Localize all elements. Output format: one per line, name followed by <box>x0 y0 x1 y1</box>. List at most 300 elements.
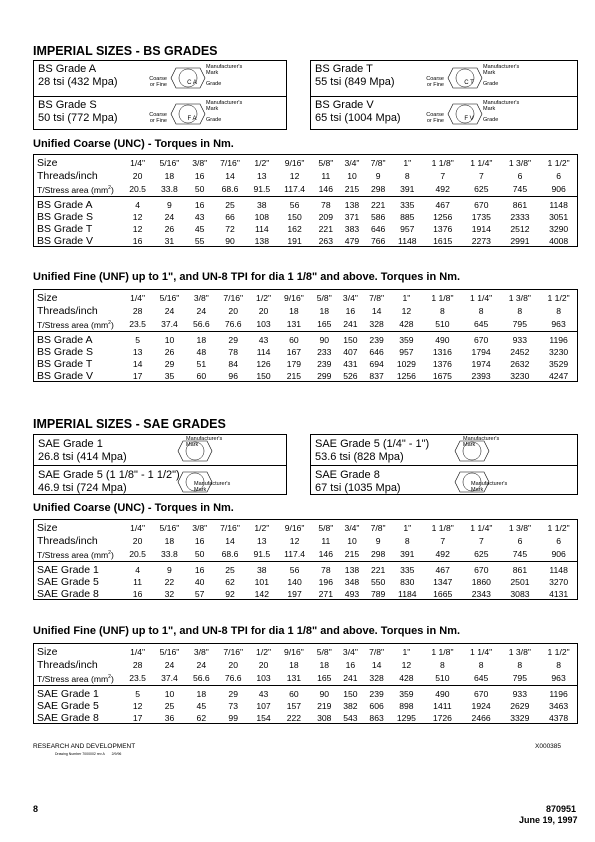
grade-title: SAE Grade 1 <box>38 438 103 450</box>
table-cell: 8 <box>478 659 484 670</box>
grade-row <box>33 223 578 235</box>
grade-row <box>33 588 578 600</box>
table-cell: 328 <box>364 671 390 685</box>
table-cell: 43 <box>258 688 269 699</box>
table-cell: 933 <box>512 334 527 345</box>
table-cell: 3051 <box>549 211 569 222</box>
table-cell: 359 <box>399 334 414 345</box>
row-label: BS Grade A <box>37 198 93 211</box>
table-cell: 606 <box>369 700 384 711</box>
table-cell: 101 <box>254 576 269 587</box>
table-cell: 1675 <box>432 370 452 381</box>
table-cell: 197 <box>287 588 302 599</box>
table-cell: 795 <box>500 671 539 685</box>
table-cell: 933 <box>512 688 527 699</box>
table-cell: 117.4 <box>276 182 312 196</box>
table-cell: 308 <box>317 712 332 723</box>
table-cell: 239 <box>317 358 332 369</box>
table-cell: 4 <box>135 564 140 575</box>
table-cell: 7/8" <box>370 522 386 533</box>
table-cell: 625 <box>462 547 501 561</box>
row-label: T/Stress area $(mm^2)$ <box>33 547 123 561</box>
table-cell: 16 <box>194 535 205 546</box>
table-cell: 407 <box>343 346 358 357</box>
row-label: T/Stress area $(mm^2)$ <box>33 317 123 331</box>
table-cell: 1/4" <box>130 522 146 533</box>
table-cell: 8 <box>478 305 484 316</box>
size-row <box>33 519 578 534</box>
table-cell: 18 <box>164 535 175 546</box>
table-cell: 215 <box>286 370 302 381</box>
table-cell: 5/8" <box>318 522 334 533</box>
table-cell: 391 <box>391 182 423 196</box>
row-label: BS Grade T <box>37 222 93 235</box>
table-cell: 646 <box>369 346 384 357</box>
torque-table <box>33 154 578 247</box>
table-cell: 20.5 <box>123 182 152 196</box>
table-cell: 221 <box>370 564 386 575</box>
grade-row <box>33 358 578 370</box>
table-cell: 11 <box>321 170 331 181</box>
table-cell: 1 1/4" <box>470 292 493 303</box>
grade-title: SAE Grade 5 (1 1/8" - 1 1/2") <box>38 469 180 481</box>
table-cell: 745 <box>501 547 540 561</box>
table-cell: 492 <box>423 547 462 561</box>
table-cell: 1 3/8" <box>508 646 531 657</box>
table-cell: 31 <box>164 235 175 246</box>
table-cell: 5/16" <box>159 292 180 303</box>
table-cell: 17 <box>132 712 143 723</box>
table-cell: 107 <box>256 700 271 711</box>
manufacturer-mark-label: Manufacturer's Mark <box>463 436 500 448</box>
table-cell: 239 <box>369 688 384 699</box>
manufacturer-mark-label: Manufacturer's Mark <box>483 100 520 112</box>
table-cell: 645 <box>462 671 501 685</box>
table-cell: 12 <box>401 659 412 670</box>
table-cell: 114 <box>254 223 269 234</box>
table-cell: 1256 <box>396 370 416 381</box>
table-cell: 103 <box>250 317 276 331</box>
table-cell: 1 1/4" <box>470 522 493 533</box>
table-cell: 90 <box>319 688 330 699</box>
table-cell: 12 <box>132 700 143 711</box>
table-cell: 3/4" <box>342 292 358 303</box>
table-cell: 60 <box>289 688 299 699</box>
table-cell: 5/16" <box>159 157 180 168</box>
table-cell: 60 <box>289 334 299 345</box>
table-cell: 9 <box>375 170 381 181</box>
table-cell: 550 <box>370 576 386 587</box>
table-cell: 45 <box>196 700 207 711</box>
table-cell: 382 <box>343 700 358 711</box>
table-cell: 90 <box>319 334 330 345</box>
table-cell: 26 <box>164 223 175 234</box>
table-cell: 37.4 <box>152 671 187 685</box>
row-label: SAE Grade 8 <box>37 587 99 600</box>
table-cell: 50 <box>187 547 213 561</box>
table-cell: 76.6 <box>216 671 251 685</box>
table-cell: 694 <box>369 358 384 369</box>
table-cell: 241 <box>337 317 363 331</box>
table-cell: 66 <box>225 211 235 222</box>
table-cell: 1148 <box>398 235 417 246</box>
grade-label: Grade <box>483 117 499 123</box>
table-cell: 9 <box>167 564 172 575</box>
table-cell: 12 <box>401 305 412 316</box>
table-cell: 18 <box>289 305 299 316</box>
table-cell: 13 <box>257 535 267 546</box>
table-cell: 861 <box>512 199 528 210</box>
grade-row <box>33 211 578 223</box>
table-cell: 8 <box>440 305 445 316</box>
table-cell: 29 <box>228 688 238 699</box>
table-cell: 16 <box>345 659 356 670</box>
table-cell: 57 <box>194 588 205 599</box>
table-cell: 1/2" <box>254 522 270 533</box>
table-cell: 963 <box>539 671 578 685</box>
table-cell: 11 <box>133 576 143 587</box>
table-cell: 72 <box>225 223 235 234</box>
row-label: SAE Grade 8 <box>37 711 99 724</box>
table-cell: 150 <box>343 334 358 345</box>
table-cell: 670 <box>473 334 489 345</box>
grade-name <box>38 438 127 464</box>
table-cell: 7/8" <box>369 292 385 303</box>
table-cell: 1148 <box>549 199 568 210</box>
table-cell: 8 <box>556 305 561 316</box>
table-cell: 221 <box>370 199 386 210</box>
table-cell: 222 <box>286 712 302 723</box>
table-cell: 16 <box>194 199 205 210</box>
table-cell: 196 <box>318 576 333 587</box>
table-cell: 383 <box>344 223 360 234</box>
grade-spec: 50 tsi (772 Mpa) <box>38 112 118 124</box>
bs-grade-box-right <box>310 60 578 130</box>
table-cell: 1" <box>403 157 412 168</box>
table-cell: 10 <box>164 334 175 345</box>
table-cell: 467 <box>435 564 450 575</box>
table-cell: 20 <box>258 659 269 670</box>
bolt-head-icon <box>170 67 206 89</box>
bs-grade-cell <box>311 61 577 96</box>
table-cell: 24 <box>164 305 175 316</box>
table-cell: 28 <box>132 305 143 316</box>
row-label: SAE Grade 1 <box>37 687 99 700</box>
table-cell: 78 <box>228 346 238 357</box>
table-cell: 62 <box>196 712 207 723</box>
grade-row <box>33 700 578 712</box>
table-cell: 492 <box>423 182 462 196</box>
table-cell: 13 <box>132 346 143 357</box>
table-cell: 1974 <box>471 358 491 369</box>
grade-code-label: C T <box>464 80 474 86</box>
grade-row <box>33 712 578 724</box>
table-cell: 146 <box>313 182 339 196</box>
table-cell: 140 <box>287 576 302 587</box>
table-cell: 28 <box>132 659 143 670</box>
table-cell: 215 <box>339 182 365 196</box>
table-cell: 348 <box>344 576 360 587</box>
table-cell: 3230 <box>510 370 530 381</box>
table-cell: 670 <box>473 688 489 699</box>
grade-name <box>38 99 117 125</box>
table-cell: 490 <box>435 688 450 699</box>
table-cell: 45 <box>194 223 205 234</box>
table-cell: 2629 <box>510 700 530 711</box>
table-cell: 18 <box>196 334 207 345</box>
table-cell: 428 <box>390 671 423 685</box>
table-cell: 789 <box>370 588 386 599</box>
table-cell: 2466 <box>471 712 491 723</box>
table-cell: 1 1/8" <box>431 522 454 533</box>
table-cell: 3290 <box>549 223 569 234</box>
table-cell: 25 <box>225 564 235 575</box>
table-cell: 3/8" <box>192 157 208 168</box>
stress-area-row <box>33 547 578 561</box>
table-cell: 9/16" <box>284 157 305 168</box>
grade-code-label: F V <box>464 116 474 122</box>
footer-code: X000385 <box>535 743 562 750</box>
table-cell: 10 <box>347 170 357 181</box>
manufacturer-mark-label: Manufacturer's Mark <box>483 64 520 76</box>
table-cell: 142 <box>254 588 269 599</box>
table-cell: 1 1/2" <box>547 522 570 533</box>
table-cell: 108 <box>254 211 269 222</box>
table-cell: 1/4" <box>130 646 146 657</box>
table-cell: 8 <box>517 659 523 670</box>
table-cell: 1794 <box>471 346 491 357</box>
table-cell: 625 <box>462 182 501 196</box>
table-cell: 167 <box>286 346 302 357</box>
table-cell: 20 <box>132 535 143 546</box>
grade-title: SAE Grade 5 (1/4" - 1") <box>315 438 430 450</box>
table-cell: 479 <box>344 235 360 246</box>
table-cell: 138 <box>344 199 360 210</box>
grade-name <box>315 438 429 464</box>
torque-table <box>33 519 578 600</box>
table-cell: 241 <box>337 671 363 685</box>
table-cell: 830 <box>400 576 415 587</box>
table-cell: 20 <box>258 305 269 316</box>
table-cell: 7 <box>440 535 446 546</box>
table-cell: 2393 <box>471 370 491 381</box>
row-label: Threads/inch <box>37 534 98 547</box>
table-cell: 5 <box>135 334 140 345</box>
row-label: Size <box>37 521 58 534</box>
table-cell: 16 <box>132 588 143 599</box>
table-cell: 36 <box>164 712 175 723</box>
row-label: T/Stress area $(mm^2)$ <box>33 182 123 196</box>
row-label: SAE Grade 1 <box>37 563 99 576</box>
table-cell: 490 <box>435 334 450 345</box>
table-cell: 1/4" <box>130 292 146 303</box>
size-row <box>33 643 578 658</box>
table-cell: 26 <box>164 346 175 357</box>
stress-area-row <box>33 671 578 685</box>
grade-spec: 26.8 tsi (414 Mpa) <box>38 451 127 463</box>
grade-row <box>33 576 578 588</box>
table-cell: 3230 <box>549 346 569 357</box>
threads-row <box>33 304 578 317</box>
table-cell: 1376 <box>433 223 453 234</box>
grade-row <box>33 331 578 346</box>
table-title: Unified Fine (UNF) up to 1", and UN-8 TPI for dia 1 1/8" and above. Torques in Nm. <box>33 625 461 637</box>
table-cell: 150 <box>256 370 271 381</box>
table-cell: 38 <box>257 564 267 575</box>
bolt-head-icon <box>447 103 483 125</box>
table-cell: 328 <box>364 317 390 331</box>
sae-grade-cell <box>311 435 577 465</box>
table-cell: 117.4 <box>276 547 312 561</box>
size-row <box>33 289 578 304</box>
row-label: Threads/inch <box>37 304 98 317</box>
table-cell: 10 <box>164 688 175 699</box>
table-cell: 526 <box>343 370 358 381</box>
table-cell: 3/4" <box>342 646 358 657</box>
bs-grade-box-left <box>33 60 287 130</box>
table-cell: 3083 <box>510 588 530 599</box>
grade-title: SAE Grade 8 <box>315 469 380 481</box>
table-cell: 56.6 <box>187 317 216 331</box>
table-cell: 233 <box>317 346 332 357</box>
grade-row <box>33 561 578 576</box>
table-cell: 7/16" <box>223 292 244 303</box>
table-cell: 24 <box>164 211 175 222</box>
table-cell: 23.5 <box>123 671 152 685</box>
sae-grade-cell <box>34 435 286 465</box>
table-cell: 1 1/4" <box>470 157 493 168</box>
table-cell: 29 <box>164 358 175 369</box>
table-cell: 5/16" <box>159 522 180 533</box>
table-cell: 3/4" <box>344 157 360 168</box>
table-cell: 646 <box>370 223 386 234</box>
manufacturer-mark-label: Manufacturer's Mark <box>194 481 231 493</box>
table-cell: 24 <box>164 659 175 670</box>
table-cell: 428 <box>390 317 423 331</box>
table-cell: 40 <box>194 576 205 587</box>
table-cell: 7/8" <box>370 157 386 168</box>
sae-grade-cell <box>34 465 286 496</box>
table-cell: 17 <box>132 370 143 381</box>
manufacturer-mark-label: Manufacturer's Mark <box>186 436 223 448</box>
table-cell: 13 <box>257 170 267 181</box>
table-cell: 18 <box>196 688 207 699</box>
row-label: Threads/inch <box>37 658 98 671</box>
table-cell: 16 <box>132 235 143 246</box>
manufacturer-mark-label: Manufacturer's Mark <box>471 481 508 493</box>
row-label: BS Grade A <box>37 333 93 346</box>
grade-label: Grade <box>206 81 222 87</box>
table-cell: 3/8" <box>193 646 209 657</box>
row-label: Threads/inch <box>37 169 98 182</box>
table-cell: 3329 <box>510 712 530 723</box>
table-cell: 131 <box>277 317 312 331</box>
table-cell: 586 <box>370 211 386 222</box>
table-cell: 14 <box>371 659 382 670</box>
table-cell: 7 <box>440 170 446 181</box>
torque-table <box>33 289 578 382</box>
table-cell: 154 <box>256 712 271 723</box>
table-cell: 2512 <box>510 223 530 234</box>
grade-row <box>33 235 578 247</box>
table-cell: 16 <box>194 170 205 181</box>
grade-spec: 53.6 tsi (828 Mpa) <box>315 451 404 463</box>
table-cell: 1/2" <box>254 157 270 168</box>
table-cell: 50 <box>187 182 213 196</box>
table-cell: 12 <box>289 170 300 181</box>
table-cell: 8 <box>556 659 561 670</box>
table-cell: 1 1/2" <box>547 292 570 303</box>
table-cell: 146 <box>313 547 339 561</box>
table-cell: 20 <box>228 659 238 670</box>
table-cell: 99 <box>228 712 238 723</box>
table-cell: 5/8" <box>316 292 332 303</box>
table-cell: 3529 <box>549 358 569 369</box>
table-cell: 18 <box>319 659 330 670</box>
table-cell: 4131 <box>549 588 569 599</box>
table-cell: 14 <box>371 305 382 316</box>
bs-grade-cell <box>34 61 286 96</box>
table-title: Unified Coarse (UNC) - Torques in Nm. <box>33 138 234 150</box>
table-cell: 29 <box>228 334 238 345</box>
table-cell: 2991 <box>510 235 530 246</box>
table-cell: 2501 <box>510 576 530 587</box>
table-cell: 957 <box>400 223 415 234</box>
manufacturer-mark-label: Manufacturer's Mark <box>206 64 243 76</box>
thread-type-label: Coarse or Fine <box>149 112 167 124</box>
table-cell: 18 <box>289 659 299 670</box>
thread-type-label: Coarse or Fine <box>426 76 444 88</box>
grade-name <box>38 469 180 495</box>
row-label: BS Grade T <box>37 357 93 370</box>
threads-row <box>33 658 578 671</box>
footer-department: RESEARCH AND DEVELOPMENT <box>33 743 136 750</box>
table-cell: 1316 <box>432 346 452 357</box>
section-title-bs: IMPERIAL SIZES - BS GRADES <box>33 44 218 58</box>
table-cell: 24 <box>196 305 207 316</box>
table-cell: 1" <box>402 646 411 657</box>
table-cell: 335 <box>400 199 415 210</box>
table-cell: 179 <box>286 358 302 369</box>
table-cell: 5/8" <box>318 157 334 168</box>
footer-drawing-number: Drawing Number 7000002 rev A 2/9/96 <box>55 752 122 756</box>
table-cell: 4378 <box>549 712 569 723</box>
table-cell: 14 <box>225 170 235 181</box>
table-cell: 885 <box>400 211 415 222</box>
table-cell: 162 <box>287 223 302 234</box>
grade-title: BS Grade A <box>38 63 97 75</box>
table-cell: 1 1/4" <box>470 646 493 657</box>
thread-type-label: Coarse or Fine <box>149 76 167 88</box>
table-cell: 670 <box>474 199 489 210</box>
table-cell: 1184 <box>398 588 417 599</box>
bolt-head-icon <box>447 67 483 89</box>
table-cell: 3/8" <box>193 292 209 303</box>
table-cell: 1726 <box>432 712 452 723</box>
table-cell: 298 <box>365 547 391 561</box>
threads-row <box>33 169 578 182</box>
table-cell: 7/16" <box>223 646 244 657</box>
table-cell: 191 <box>287 235 302 246</box>
table-cell: 1 3/8" <box>508 522 532 533</box>
table-cell: 43 <box>194 211 205 222</box>
manufacturer-mark-label: Manufacturer's Mark <box>206 100 243 112</box>
table-cell: 14 <box>225 535 235 546</box>
table-cell: 467 <box>435 199 450 210</box>
grade-spec: 67 tsi (1035 Mpa) <box>315 482 401 494</box>
row-label: BS Grade V <box>37 369 94 382</box>
table-cell: 62 <box>225 576 235 587</box>
